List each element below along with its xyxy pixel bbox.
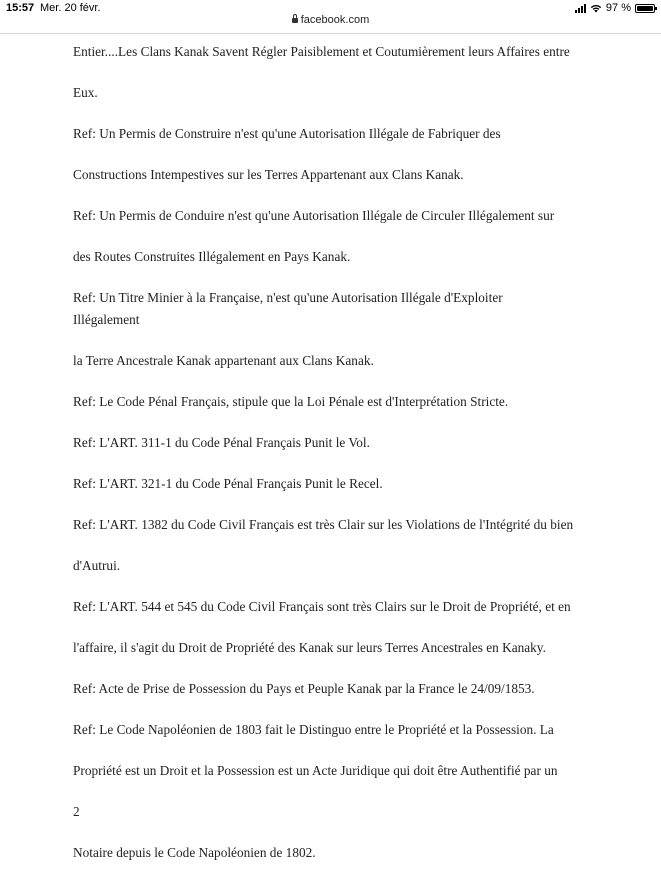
article-line: Illégalement — [73, 312, 140, 327]
article-line: l'affaire, il s'agit du Droit de Propriété des Kanak sur leurs Terres Ancestrales en Kanaky. — [73, 640, 546, 655]
article-line: Ref: Un Titre Minier à la Française, n'est qu'une Autorisation Illégale d'Exploiter — [73, 290, 503, 305]
article-body — [73, 41, 613, 864]
battery-icon — [635, 4, 655, 13]
address-bar[interactable] — [0, 14, 661, 34]
status-date: Mer. 20 févr. — [40, 2, 101, 14]
article-line: Ref: L'ART. 544 et 545 du Code Civil Français sont très Clairs sur le Droit de Propriété, et en — [73, 599, 571, 614]
article-line: Entier....Les Clans Kanak Savent Régler Paisiblement et Coutumièrement leurs Affaires entre — [73, 44, 570, 59]
article-line: Ref: L'ART. 321-1 du Code Pénal Français Punit le Recel. — [73, 476, 383, 491]
article-line: Ref: L'ART. 1382 du Code Civil Français est très Clair sur les Violations de l'Intégrité du bien — [73, 517, 574, 532]
wifi-icon — [590, 3, 602, 13]
lock-icon — [292, 18, 298, 23]
article-line: Constructions Intempestives sur les Terres Appartenant aux Clans Kanak. — [73, 167, 464, 182]
cellular-signal-icon — [575, 3, 586, 13]
article-line: Propriété est un Droit et la Possession est un Acte Juridique qui doit être Authentifié par un — [73, 763, 558, 778]
article-line: Ref: L'ART. 311-1 du Code Pénal Français Punit le Vol. — [73, 435, 370, 450]
article-line: Notaire depuis le Code Napoléonien de 1802. — [73, 845, 316, 860]
article-line: Eux. — [73, 85, 98, 100]
article-line: Ref: Acte de Prise de Possession du Pays et Peuple Kanak par la France le 24/09/1853. — [73, 681, 535, 696]
battery-percent: 97 % — [605, 2, 631, 14]
article-line: Ref: Le Code Pénal Français, stipule que la Loi Pénale est d'Interprétation Stricte. — [73, 394, 509, 409]
url-text: facebook.com — [300, 14, 370, 26]
battery-fill — [637, 6, 653, 11]
article-line: Ref: Le Code Napoléonien de 1803 fait le Distinguo entre le Propriété et la Possession. La — [73, 722, 554, 737]
status-time: 15:57 — [6, 2, 35, 14]
article-line: Ref: Un Permis de Conduire n'est qu'une Autorisation Illégale de Circuler Illégalement sur — [73, 208, 555, 223]
article-line: des Routes Construites Illégalement en Pays Kanak. — [73, 249, 351, 264]
article-line: d'Autrui. — [73, 558, 121, 573]
page-number: 2 — [73, 804, 80, 819]
article-line: Ref: Un Permis de Construire n'est qu'une Autorisation Illégale de Fabriquer des — [73, 126, 501, 141]
article-line: la Terre Ancestrale Kanak appartenant aux Clans Kanak. — [73, 353, 374, 368]
toolbar-divider — [0, 33, 661, 34]
status-indicators — [575, 2, 655, 14]
